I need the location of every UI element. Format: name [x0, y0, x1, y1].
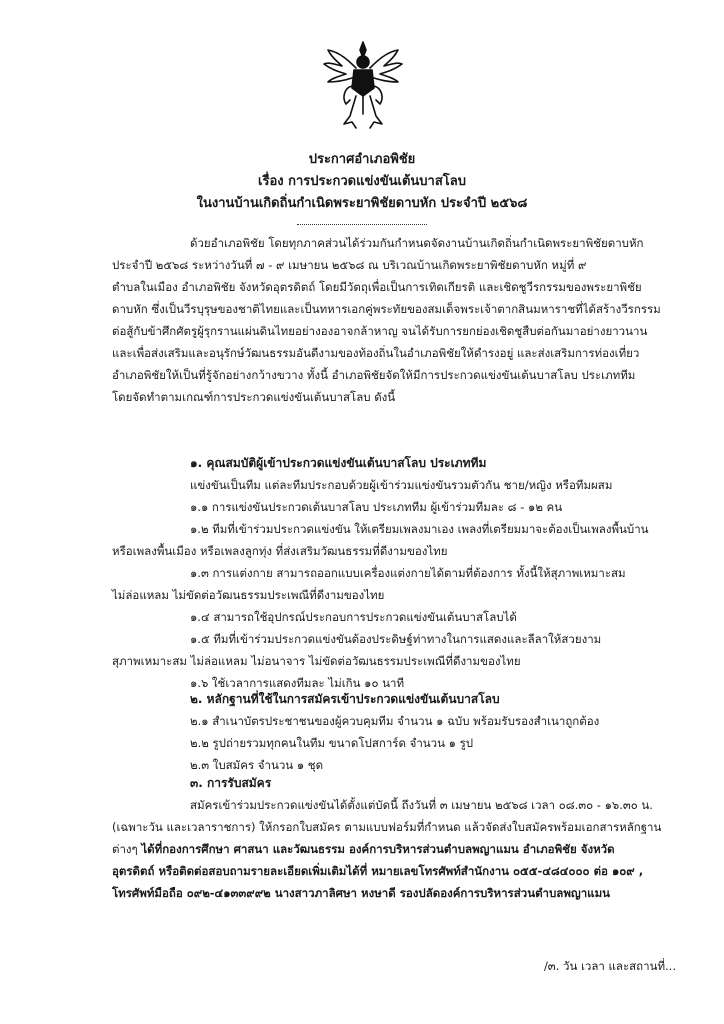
section3-line: อุตรดิตถ์ หรือติดต่อสอบถามรายละเอียดเพิ่มเติมได้ที่ หมายเลขโทรศัพท์สำนักงาน ๐๕๕-๔๘๔๐๐๐ ต่อ ๑๐๙ ,	[112, 864, 644, 878]
divider-dots	[297, 224, 427, 225]
intro-line: ด้วยอำเภอพิชัย โดยทุกภาคส่วนได้ร่วมกันกำหนดจัดงานบ้านเกิดถิ่นกำเนิดพระยาพิชัยดาบหัก	[190, 236, 644, 250]
intro-line: อำเภอพิชัยให้เป็นที่รู้จักอย่างกว้างขวาง ทั้งนี้ อำเภอพิชัยจัดให้มีการประกวดแข่งขันเต้นบาสโลบ ประเภททีม	[112, 368, 636, 382]
intro-line: และเพื่อส่งเสริมและอนุรักษ์วัฒนธรรมอันดีงามของท้องถิ่นในอำเภอพิชัยให้ดำรงอยู่ และส่งเสริมการท่องเที่ยว	[112, 346, 640, 360]
intro-line: ดาบหัก ซึ่งเป็นวีรบุรุษของชาติไทยและเป็นทหารเอกคู่พระทัยของสมเด็จพระเจ้าตากสินมหาราชที่ได้สร้างวีรกรรม	[112, 302, 661, 316]
subject-line: เรื่อง การประกวดแข่งขันเต้นบาสโลบ	[258, 174, 466, 189]
section2-heading: ๒. หลักฐานที่ใช้ในการสมัครเข้าประกวดแข่งขันเต้นบาสโลบ	[190, 692, 500, 706]
section1-line: แข่งขันเป็นทีม แต่ละทีมประกอบด้วยผู้เข้าร่วมแข่งขันรวมตัวกัน ชาย/หญิง หรือทีมผสม	[190, 478, 613, 492]
section1-line: ๑.๕ ทีมที่เข้าร่วมประกวดแข่งขันต้องประดิษฐ์ท่าทางในการแสดงและลีลาให้สวยงาม	[190, 632, 602, 646]
section1-line: ๑.๔ สามารถใช้อุปกรณ์ประกอบการประกวดแข่งขันเต้นบาสโลบได้	[190, 610, 517, 624]
section3-line: โทรศัพท์มือถือ ๐๙๒-๔๑๓๓๙๙๒ นางสาวภาลิศษา หงษาดี รองปลัดองค์การบริหารส่วนตำบลพญาแมน	[112, 886, 611, 900]
intro-line: ต่อสู้กับข้าศึกศัตรูผู้รุกรานแผ่นดินไทยอย่างองอาจกล้าหาญ จนได้รับการยกย่องเชิดชูสืบต่อกันมาอย่างยาวนาน	[112, 324, 648, 338]
announcement-title: ประกาศอำเภอพิชัย	[308, 152, 416, 167]
section1-line: ไม่ล่อแหลม ไม่ขัดต่อวัฒนธรรมประเพณีที่ดีงามของไทย	[112, 588, 385, 602]
section1-line: สุภาพเหมาะสม ไม่ล่อแหลม ไม่อนาจาร ไม่ขัดต่อวัฒนธรรมประเพณีที่ดีงามของไทย	[112, 654, 521, 668]
intro-line: ตำบลในเมือง อำเภอพิชัย จังหวัดอุตรดิตถ์ โดยมีวัตถุเพื่อเป็นการเทิดเกียรติ และเชิดชูวีรกรรมของพระยาพิชัย	[112, 280, 642, 294]
event-line: ในงานบ้านเกิดถิ่นกำเนิดพระยาพิชัยดาบหัก ประจำปี ๒๕๖๘	[196, 196, 528, 211]
section1-heading: ๑. คุณสมบัติผู้เข้าประกวดแข่งขันเต้นบาสโลบ ประเภททีม	[190, 456, 487, 470]
section2-line: ๒.๓ ใบสมัคร จำนวน ๑ ชุด	[190, 758, 324, 772]
intro-line: โดยจัดทำตามเกณฑ์การประกวดแข่งขันเต้นบาสโลบ ดังนี้	[112, 390, 396, 404]
section3-line-bold: ได้ที่กองการศึกษา ศาสนา และวัฒนธรรม องค์การบริหารส่วนตำบลพญาแมน อำเภอพิชัย จังหวัด	[141, 842, 615, 856]
section1-line: หรือเพลงพื้นเมือง หรือเพลงลูกทุ่ง ที่ส่งเสริมวัฒนธรรมที่ดีงามของไทย	[112, 544, 448, 558]
intro-line: ประจำปี ๒๕๖๘ ระหว่างวันที่ ๗ - ๙ เมษายน ๒๕๖๘ ณ บริเวณบ้านเกิดพระยาพิชัยดาบหัก หมู่ที่ ๙	[112, 258, 587, 272]
section3-heading: ๓. การรับสมัคร	[190, 776, 272, 790]
continuation-note: /๓. วัน เวลา และสถานที่...	[543, 959, 676, 973]
section2-line: ๒.๒ รูปถ่ายรวมทุกคนในทีม ขนาดโปสการ์ด จำนวน ๑ รูป	[190, 736, 474, 750]
section1-line: ๑.๖ ใช้เวลาการแสดงทีมละ ไม่เกิน ๑๐ นาที	[190, 676, 405, 690]
section3-line: สมัครเข้าร่วมประกวดแข่งขันได้ตั้งแต่บัดนี้ ถึงวันที่ ๓ เมษายน ๒๕๖๘ เวลา ๐๘.๓๐ - ๑๖.๓๐ น.	[190, 798, 653, 812]
section3-line: (เฉพาะวัน และเวลาราชการ) ให้กรอกใบสมัคร ตามแบบฟอร์มที่กำหนด แล้วจัดส่งใบสมัครพร้อมเอกสารหลักฐาน	[112, 820, 662, 834]
section1-line: ๑.๑ การแข่งขันประกวดเต้นบาสโลบ ประเภททีม ผู้เข้าร่วมทีมละ ๘ - ๑๒ คน	[190, 500, 563, 514]
section3-line-plain: ต่างๆ	[112, 842, 142, 856]
section1-line: ๑.๓ การแต่งกาย สามารถออกแบบเครื่องแต่งกายได้ตามที่ต้องการ ทั้งนี้ให้สุภาพเหมาะสม	[190, 566, 626, 580]
section1-line: ๑.๒ ทีมที่เข้าร่วมประกวดแข่งขัน ให้เตรียมเพลงมาเอง เพลงที่เตรียมมาจะต้องเป็นเพลงพื้นบ้าน	[190, 522, 649, 536]
section2-line: ๒.๑ สำเนาบัตรประชาชนของผู้ควบคุมทีม จำนวน ๑ ฉบับ พร้อมรับรองสำเนาถูกต้อง	[190, 714, 600, 728]
garuda-emblem-icon	[320, 40, 406, 130]
section3-line	[112, 838, 656, 860]
